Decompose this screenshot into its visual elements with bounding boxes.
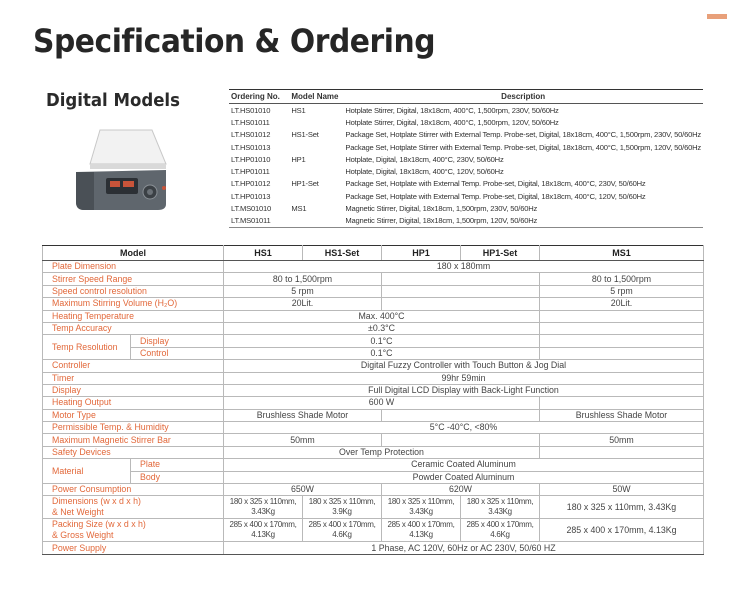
spec-row-max-bar — [43, 434, 704, 446]
spec-value: 180 x 325 x 110mm, 3.43Kg — [461, 496, 540, 519]
spec-label: Power Supply — [43, 542, 224, 554]
ordering-no: LT.HP01013 — [231, 191, 271, 201]
ordering-no: LT.HS01012 — [231, 130, 271, 140]
ordering-table — [229, 89, 703, 228]
model-name — [289, 190, 343, 202]
accent-bar — [707, 14, 727, 19]
model-name: MS1 — [291, 204, 307, 214]
spec-value: 285 x 400 x 170mm, 4.6Kg — [303, 519, 382, 542]
spec-row-packing — [43, 519, 704, 542]
table-row — [229, 116, 703, 128]
spec-row-temp-resolution-control — [43, 347, 704, 359]
table-row — [229, 153, 703, 165]
table-row — [229, 129, 703, 141]
spec-row-dimensions — [43, 496, 704, 519]
spec-label: Safety Devices — [43, 446, 224, 458]
spec-value-empty — [382, 285, 540, 297]
table-row — [229, 178, 703, 190]
spec-label: Plate Dimension — [43, 261, 224, 273]
spec-value-empty — [382, 273, 540, 285]
spec-label: Timer — [43, 372, 224, 384]
spec-row-temp-resolution-display — [43, 335, 704, 347]
description: Hotplate, Digital, 18x18cm, 400°C, 120V, 50/60Hz — [345, 167, 504, 177]
spec-label: Motor Type — [43, 409, 224, 421]
ordering-no: LT.MS01011 — [229, 215, 289, 228]
spec-row-heating-temp — [43, 310, 704, 322]
spec-label: Stirrer Speed Range — [43, 273, 224, 285]
spec-value-empty — [382, 409, 540, 421]
spec-row-stirrer-speed — [43, 273, 704, 285]
header-description: Description — [343, 90, 703, 104]
description: Hotplate Stirrer, Digital, 18x18cm, 400°C, 1,500rpm, 120V, 50/60Hz — [345, 117, 559, 127]
spec-label: Maximum Stirring Volume (H₂O) — [43, 298, 224, 310]
spec-value: 620W — [382, 484, 540, 496]
spec-row-max-volume — [43, 298, 704, 310]
header-hp1: HP1 — [382, 246, 461, 261]
description: Magnetic Stirrer, Digital, 18x18cm, 1,500rpm, 230V, 50/60Hz — [345, 204, 538, 214]
spec-label: Material — [43, 459, 131, 484]
description: Package Set, Hotplate with External Temp. Probe-set, Digital, 18x18cm, 400°C, 230V, 50/60Hz — [345, 179, 646, 189]
model-name: HP1-Set — [291, 179, 319, 189]
ordering-no: LT.HP01010 — [231, 154, 271, 164]
header-model: Model — [43, 246, 224, 261]
spec-label: Power Consumption — [43, 484, 224, 496]
page-title: Specification & Ordering — [33, 22, 436, 60]
header-model-name: Model Name — [289, 90, 343, 104]
spec-row-power-supply — [43, 542, 704, 554]
model-name — [289, 165, 343, 177]
spec-label: Heating Temperature — [43, 310, 224, 322]
spec-value: 20Lit. — [224, 298, 382, 310]
spec-value: 180 x 325 x 110mm, 3.43Kg — [224, 496, 303, 519]
model-name: HS1 — [291, 105, 306, 115]
spec-row-safety — [43, 446, 704, 458]
ordering-no: LT.MS01010 — [231, 204, 272, 214]
spec-label — [43, 519, 224, 542]
spec-value: ±0.3°C — [224, 322, 540, 334]
spec-value: 285 x 400 x 170mm, 4.6Kg — [461, 519, 540, 542]
spec-value-empty — [540, 446, 704, 458]
spec-row-speed-resolution — [43, 285, 704, 297]
spec-row-motor-type — [43, 409, 704, 421]
spec-value: 50mm — [540, 434, 704, 446]
header-hp1-set: HP1-Set — [461, 246, 540, 261]
spec-value: 285 x 400 x 170mm, 4.13Kg — [382, 519, 461, 542]
model-name — [289, 116, 343, 128]
spec-value: Full Digital LCD Display with Back-Light Function — [224, 384, 704, 396]
spec-value: 80 to 1,500rpm — [224, 273, 382, 285]
spec-value: 0.1°C — [224, 347, 540, 359]
spec-label: Display — [43, 384, 224, 396]
spec-value: 1 Phase, AC 120V, 60Hz or AC 230V, 50/60 HZ — [224, 542, 704, 554]
spec-value: Brushless Shade Motor — [540, 409, 704, 421]
table-row — [229, 202, 703, 214]
spec-value: Ceramic Coated Aluminum — [224, 459, 704, 471]
description: Magnetic Stirrer, Digital, 18x18cm, 1,500rpm, 120V, 50/60Hz — [343, 215, 703, 228]
ordering-no: LT.HP01011 — [231, 167, 270, 177]
spec-value: 5 rpm — [540, 285, 704, 297]
spec-label: Heating Output — [43, 397, 224, 409]
spec-sublabel: Plate — [131, 459, 224, 471]
spec-value-empty — [540, 310, 704, 322]
spec-label: Maximum Magnetic Stirrer Bar — [43, 434, 224, 446]
description: Hotplate, Digital, 18x18cm, 400°C, 230V, 50/60Hz — [345, 154, 504, 164]
spec-value-empty — [540, 322, 704, 334]
spec-label-line: & Net Weight — [52, 507, 104, 518]
header-hs1-set: HS1-Set — [303, 246, 382, 261]
spec-value: 20Lit. — [540, 298, 704, 310]
spec-row-material-plate — [43, 459, 704, 471]
model-name — [289, 141, 343, 153]
spec-row-power-consumption — [43, 484, 704, 496]
table-row — [229, 141, 703, 153]
description: Package Set, Hotplate Stirrer with External Temp. Probe-set, Digital, 18x18cm, 400°C, 1,500rpm, 120V, 50/60Hz — [345, 142, 701, 152]
table-row — [229, 165, 703, 177]
spec-value: Over Temp Protection — [224, 446, 540, 458]
spec-table — [42, 245, 704, 555]
description: Package Set, Hotplate with External Temp. Probe-set, Digital, 18x18cm, 400°C, 120V, 50/60Hz — [345, 191, 646, 201]
spec-value: 99hr 59min — [224, 372, 704, 384]
spec-row-controller — [43, 360, 704, 372]
spec-value-empty — [382, 298, 540, 310]
spec-value-empty — [540, 397, 704, 409]
table-row — [229, 104, 703, 117]
header-ms1: MS1 — [540, 246, 704, 261]
table-row — [229, 190, 703, 202]
spec-value: Max. 400°C — [224, 310, 540, 322]
ordering-no: LT.HS01010 — [231, 105, 271, 115]
spec-label-line: & Gross Weight — [52, 530, 114, 541]
section-title: Digital Models — [46, 90, 180, 111]
model-name: HS1-Set — [291, 130, 319, 140]
spec-value: 5 rpm — [224, 285, 382, 297]
spec-label — [43, 496, 224, 519]
spec-row-temp-accuracy — [43, 322, 704, 334]
spec-label-line: Packing Size (w x d x h) — [52, 519, 146, 530]
spec-value-empty — [540, 347, 704, 359]
ordering-no: LT.HS01011 — [231, 117, 270, 127]
spec-row-plate-dimension — [43, 261, 704, 273]
spec-value: 285 x 400 x 170mm, 4.13Kg — [224, 519, 303, 542]
spec-value: 180 x 325 x 110mm, 3.9Kg — [303, 496, 382, 519]
table-row — [229, 215, 703, 228]
spec-label: Permissible Temp. & Humidity — [43, 422, 224, 434]
spec-value: 180 x 180mm — [224, 261, 704, 273]
description: Hotplate Stirrer, Digital, 18x18cm, 400°C, 1,500rpm, 230V, 50/60Hz — [345, 105, 559, 115]
spec-label-line: Dimensions (w x d x h) — [52, 496, 141, 507]
ordering-no: LT.HS01013 — [231, 142, 271, 152]
spec-label: Controller — [43, 360, 224, 372]
spec-row-timer — [43, 372, 704, 384]
spec-sublabel: Display — [131, 335, 224, 347]
spec-sublabel: Body — [131, 471, 224, 483]
spec-row-display — [43, 384, 704, 396]
product-image — [70, 122, 170, 222]
spec-value: 0.1°C — [224, 335, 540, 347]
spec-value: 650W — [224, 484, 382, 496]
spec-value: 180 x 325 x 110mm, 3.43Kg — [540, 496, 704, 519]
header-ordering-no: Ordering No. — [229, 90, 289, 104]
spec-value: 180 x 325 x 110mm, 3.43Kg — [382, 496, 461, 519]
spec-value: 50W — [540, 484, 704, 496]
spec-value-empty — [540, 335, 704, 347]
spec-label: Temp Accuracy — [43, 322, 224, 334]
description: Package Set, Hotplate Stirrer with External Temp. Probe-set, Digital, 18x18cm, 400°C, 1,500rpm, 230V, 50/60Hz — [345, 130, 701, 140]
spec-row-permissible — [43, 422, 704, 434]
spec-value: Digital Fuzzy Controller with Touch Button & Jog Dial — [224, 360, 704, 372]
spec-row-material-body — [43, 471, 704, 483]
spec-value: 50mm — [224, 434, 382, 446]
spec-value-empty — [382, 434, 540, 446]
spec-value: 285 x 400 x 170mm, 4.13Kg — [540, 519, 704, 542]
model-name — [289, 215, 343, 228]
spec-value: 5°C -40°C, <80% — [224, 422, 704, 434]
model-name: HP1 — [291, 154, 306, 164]
spec-sublabel: Control — [131, 347, 224, 359]
spec-value: 600 W — [224, 397, 540, 409]
spec-label: Temp Resolution — [43, 335, 131, 360]
header-hs1: HS1 — [224, 246, 303, 261]
spec-value: 80 to 1,500rpm — [540, 273, 704, 285]
spec-label: Speed control resolution — [43, 285, 224, 297]
ordering-no: LT.HP01012 — [231, 179, 271, 189]
spec-value: Brushless Shade Motor — [224, 409, 382, 421]
spec-row-heating-output — [43, 397, 704, 409]
spec-value: Powder Coated Aluminum — [224, 471, 704, 483]
